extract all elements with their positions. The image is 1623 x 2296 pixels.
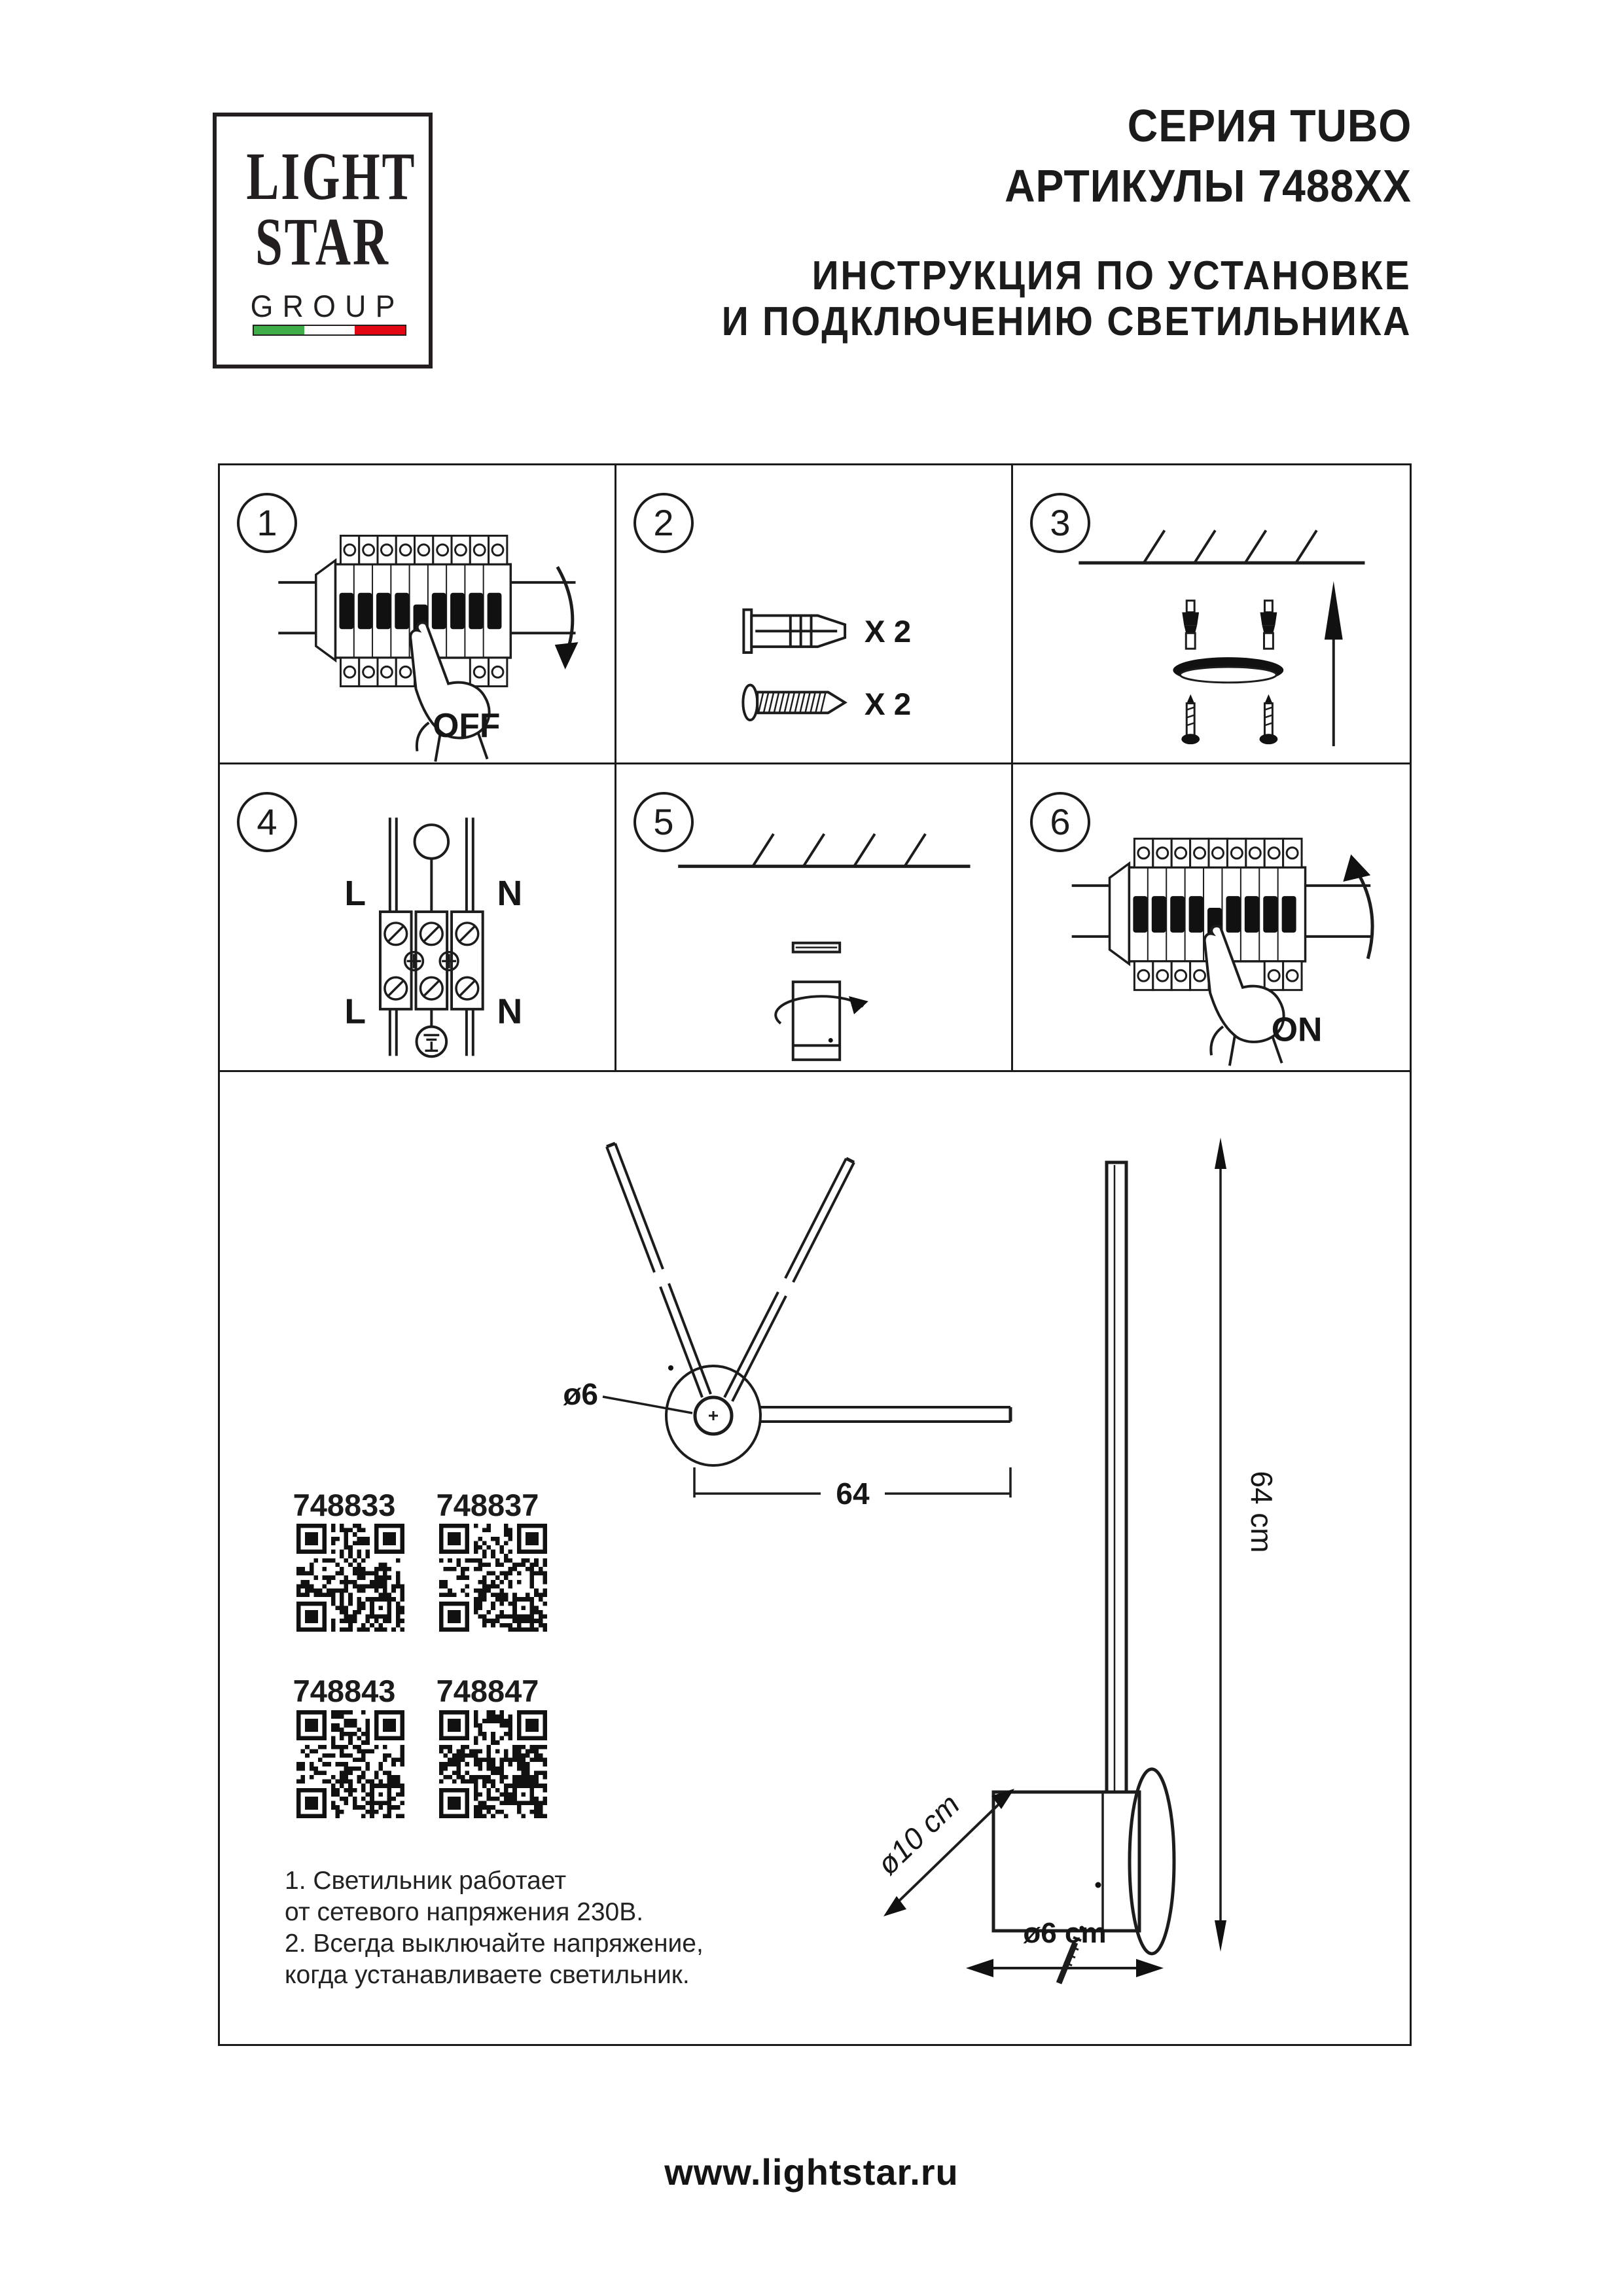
flag-white-stripe	[304, 326, 355, 334]
mounting-plate-drawing	[793, 943, 840, 952]
article-748847-label: 748847	[436, 1674, 539, 1708]
terminal-block-drawing	[380, 817, 483, 1056]
arrow-up-icon	[1343, 854, 1372, 958]
lamp-base-drawing	[776, 982, 868, 1060]
website-url: www.lightstar.ru	[664, 2151, 959, 2193]
base-diameter-label: ø10 cm	[870, 1787, 967, 1882]
step-5-panel	[616, 764, 1013, 1072]
terminal-L-top: L	[344, 874, 366, 914]
logo-word-group: GROUP	[250, 289, 404, 323]
canopy-icon	[1173, 657, 1283, 683]
article-748843-label: 748843	[293, 1674, 396, 1708]
series-title: СЕРИЯ TUBO	[1127, 100, 1412, 151]
step-2-panel	[616, 465, 1013, 764]
logo-word-light: LIGHT	[246, 139, 417, 214]
note-line-3: 2. Всегда выключайте напряжение,	[285, 1929, 704, 1958]
qr-code-748847	[439, 1710, 547, 1818]
off-label: OFF	[433, 706, 501, 744]
step-1-panel	[220, 465, 616, 764]
safety-notes	[285, 1865, 704, 1991]
terminal-N-top: N	[497, 874, 523, 914]
note-line-4: когда устанавливаете светильник.	[285, 1961, 690, 1989]
tube-diameter-label: ø6 cm	[1023, 1917, 1107, 1949]
on-label: ON	[1271, 1010, 1323, 1049]
height-dimension	[1215, 1138, 1226, 1952]
instruction-title-2: И ПОДКЛЮЧЕНИЮ СВЕТИЛЬНИКА	[721, 299, 1412, 344]
earth-symbol	[417, 1027, 447, 1057]
qr-code-748837	[439, 1524, 547, 1632]
step-3-number: 3	[1030, 493, 1090, 553]
side-view-drawing	[883, 1138, 1226, 1983]
dimensions-panel	[220, 1072, 1410, 2044]
wall-anchor-icon	[743, 610, 845, 653]
screw-icon	[743, 685, 845, 721]
flag-red-stripe	[355, 326, 405, 334]
arrow-up-icon	[1325, 581, 1343, 746]
step-3-panel	[1013, 465, 1410, 764]
ceiling-hatch	[678, 834, 970, 867]
italian-flag-icon	[253, 325, 406, 336]
screw-up-icon	[1181, 694, 1277, 744]
front-view-drawing	[603, 1143, 1010, 1498]
article-748837-label: 748837	[436, 1488, 539, 1522]
step-1-number: 1	[237, 493, 297, 553]
ceiling-hatch	[1079, 530, 1364, 563]
step-6-number: 6	[1030, 792, 1090, 852]
qr-code-748833	[296, 1524, 404, 1632]
lamp-symbol	[415, 825, 449, 859]
side-height-label: 64 cm	[1245, 1471, 1279, 1553]
steps-grid	[218, 463, 1412, 2046]
flag-green-stripe	[254, 326, 304, 334]
step-4-number: 4	[237, 792, 297, 852]
step-5-number: 5	[633, 792, 694, 852]
article-748833-label: 748833	[293, 1488, 396, 1522]
step-4-panel	[220, 764, 616, 1072]
articles-title: АРТИКУЛЫ 7488XX	[1005, 160, 1412, 211]
lightstar-logo	[213, 113, 433, 368]
screw-qty-label: X 2	[864, 687, 912, 723]
instruction-title-1: ИНСТРУКЦИЯ ПО УСТАНОВКЕ	[812, 253, 1412, 298]
anchor-up-icon	[1182, 601, 1277, 649]
front-diameter-label: ø6	[563, 1377, 598, 1411]
terminal-L-bottom: L	[344, 992, 366, 1031]
step-6-panel	[1013, 764, 1410, 1072]
logo-word-star: STAR	[255, 204, 390, 279]
anchor-qty-label: X 2	[864, 615, 912, 650]
note-line-2: от сетевого напряжения 230В.	[285, 1898, 644, 1926]
front-length-label: 64	[836, 1477, 870, 1511]
terminal-N-bottom: N	[497, 992, 523, 1031]
qr-code-748843	[296, 1710, 404, 1818]
note-line-1: 1. Светильник работает	[285, 1867, 567, 1895]
step-2-number: 2	[633, 493, 694, 553]
